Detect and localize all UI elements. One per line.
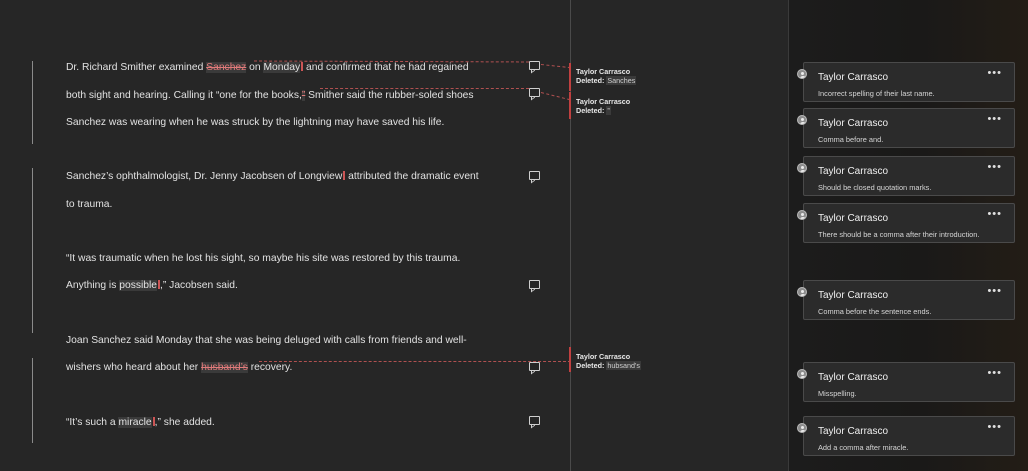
comment-card[interactable] xyxy=(803,108,1015,148)
comment-card[interactable] xyxy=(803,203,1015,243)
avatar-icon xyxy=(797,69,807,79)
revision-bar xyxy=(569,63,571,91)
comment-text: Comma before the sentence ends. xyxy=(818,307,932,316)
text-run: both sight and hearing. Calling it “one for the books, xyxy=(66,90,302,101)
document-line[interactable] xyxy=(66,280,238,291)
comment-author: Taylor Carrasco xyxy=(818,372,889,383)
more-options-icon[interactable]: ••• xyxy=(987,421,1002,433)
revision-type: Deleted: xyxy=(576,76,605,85)
comment-icon[interactable] xyxy=(529,362,540,371)
comment-card[interactable] xyxy=(803,62,1015,102)
avatar-icon xyxy=(797,287,807,297)
document-line[interactable]: Sanchez was wearing when he was struck by the lightning may have saved his life. xyxy=(66,117,445,128)
text-run: recovery. xyxy=(247,362,293,373)
comment-text: Add a comma after miracle. xyxy=(818,443,909,452)
comment-icon[interactable] xyxy=(529,280,540,289)
more-options-icon[interactable]: ••• xyxy=(987,208,1002,220)
text-run: Smither said the rubber-soled shoes xyxy=(305,90,474,101)
change-bar xyxy=(32,168,33,250)
document-line[interactable]: “It was traumatic when he lost his sight, so maybe his site was restored by this trauma. xyxy=(66,253,461,264)
revision-balloon[interactable] xyxy=(576,67,636,85)
revision-leader-line xyxy=(541,92,570,100)
text-run: attributed the dramatic event xyxy=(345,171,479,182)
comment-text: There should be a comma after their introduction. xyxy=(818,230,980,239)
revision-value: Sanches xyxy=(607,76,636,85)
revision-type: Deleted: xyxy=(576,361,605,370)
revision-leader-line xyxy=(541,64,571,68)
text-run: Dr. Richard Smither examined xyxy=(66,62,207,73)
more-options-icon[interactable]: ••• xyxy=(987,161,1002,173)
comment-icon[interactable] xyxy=(529,171,540,180)
deleted-text[interactable]: Sanchez xyxy=(206,62,247,73)
commented-text[interactable]: possible xyxy=(119,280,158,291)
document-line[interactable] xyxy=(66,362,292,373)
text-run: ,” Jacobsen said. xyxy=(160,280,238,291)
comment-card[interactable] xyxy=(803,416,1015,456)
comment-icon[interactable] xyxy=(529,416,540,425)
more-options-icon[interactable]: ••• xyxy=(987,367,1002,379)
revision-value: hubsand’s xyxy=(607,361,640,370)
comment-text: Incorrect spelling of their last name. xyxy=(818,89,935,98)
avatar-icon xyxy=(797,369,807,379)
comment-card[interactable] xyxy=(803,362,1015,402)
comment-text: Should be closed quotation marks. xyxy=(818,183,932,192)
document-line[interactable]: Joan Sanchez said Monday that she was being deluged with calls from friends and well- xyxy=(66,335,467,346)
commented-text[interactable]: miracle xyxy=(118,417,152,428)
comment-author: Taylor Carrasco xyxy=(818,213,889,224)
revision-author: Taylor Carrasco xyxy=(576,67,631,76)
text-run: wishers who heard about her xyxy=(66,362,202,373)
comment-author: Taylor Carrasco xyxy=(818,118,889,129)
more-options-icon[interactable]: ••• xyxy=(987,285,1002,297)
deleted-text[interactable]: ” xyxy=(301,90,306,101)
avatar-icon xyxy=(797,163,807,173)
commented-text[interactable]: Monday xyxy=(263,62,301,73)
comment-author: Taylor Carrasco xyxy=(818,72,889,83)
comment-author: Taylor Carrasco xyxy=(818,166,889,177)
text-run: ,” she added. xyxy=(154,417,215,428)
text-run: and confirmed that he had regained xyxy=(303,62,469,73)
revision-bar xyxy=(569,347,571,372)
change-bar xyxy=(32,358,33,443)
document-line[interactable] xyxy=(66,417,215,428)
more-options-icon[interactable]: ••• xyxy=(987,67,1002,79)
text-run: Anything is xyxy=(66,280,120,291)
revision-balloon[interactable] xyxy=(576,352,641,370)
text-run: “It’s such a xyxy=(66,417,119,428)
revision-author: Taylor Carrasco xyxy=(576,352,631,361)
revision-bar xyxy=(569,92,571,119)
revision-author: Taylor Carrasco xyxy=(576,97,631,106)
revision-balloon[interactable] xyxy=(576,97,630,115)
comment-author: Taylor Carrasco xyxy=(818,426,889,437)
comment-card[interactable] xyxy=(803,280,1015,320)
comment-icon[interactable] xyxy=(529,88,540,97)
avatar-icon xyxy=(797,210,807,220)
comment-text: Misspelling. xyxy=(818,389,857,398)
document-line[interactable] xyxy=(66,62,469,73)
deleted-text[interactable]: husband’s xyxy=(201,362,248,373)
text-run: Sanchez’s ophthalmologist, Dr. Jenny Jacobsen of Longview xyxy=(66,171,343,182)
document-line[interactable] xyxy=(66,171,479,182)
change-bar xyxy=(32,61,33,144)
change-bar xyxy=(32,250,33,333)
revision-value: ” xyxy=(607,106,610,115)
revision-leader-line xyxy=(259,361,571,362)
revision-leader-line xyxy=(320,88,529,89)
avatar-icon xyxy=(797,423,807,433)
comment-text: Comma before and. xyxy=(818,135,884,144)
comment-author: Taylor Carrasco xyxy=(818,290,889,301)
revision-type: Deleted: xyxy=(576,106,605,115)
avatar-icon xyxy=(797,115,807,125)
text-run: on xyxy=(246,62,264,73)
comment-card[interactable] xyxy=(803,156,1015,196)
more-options-icon[interactable]: ••• xyxy=(987,113,1002,125)
document-line[interactable] xyxy=(66,90,474,101)
document-line[interactable]: to trauma. xyxy=(66,199,113,210)
comment-icon[interactable] xyxy=(529,61,540,70)
